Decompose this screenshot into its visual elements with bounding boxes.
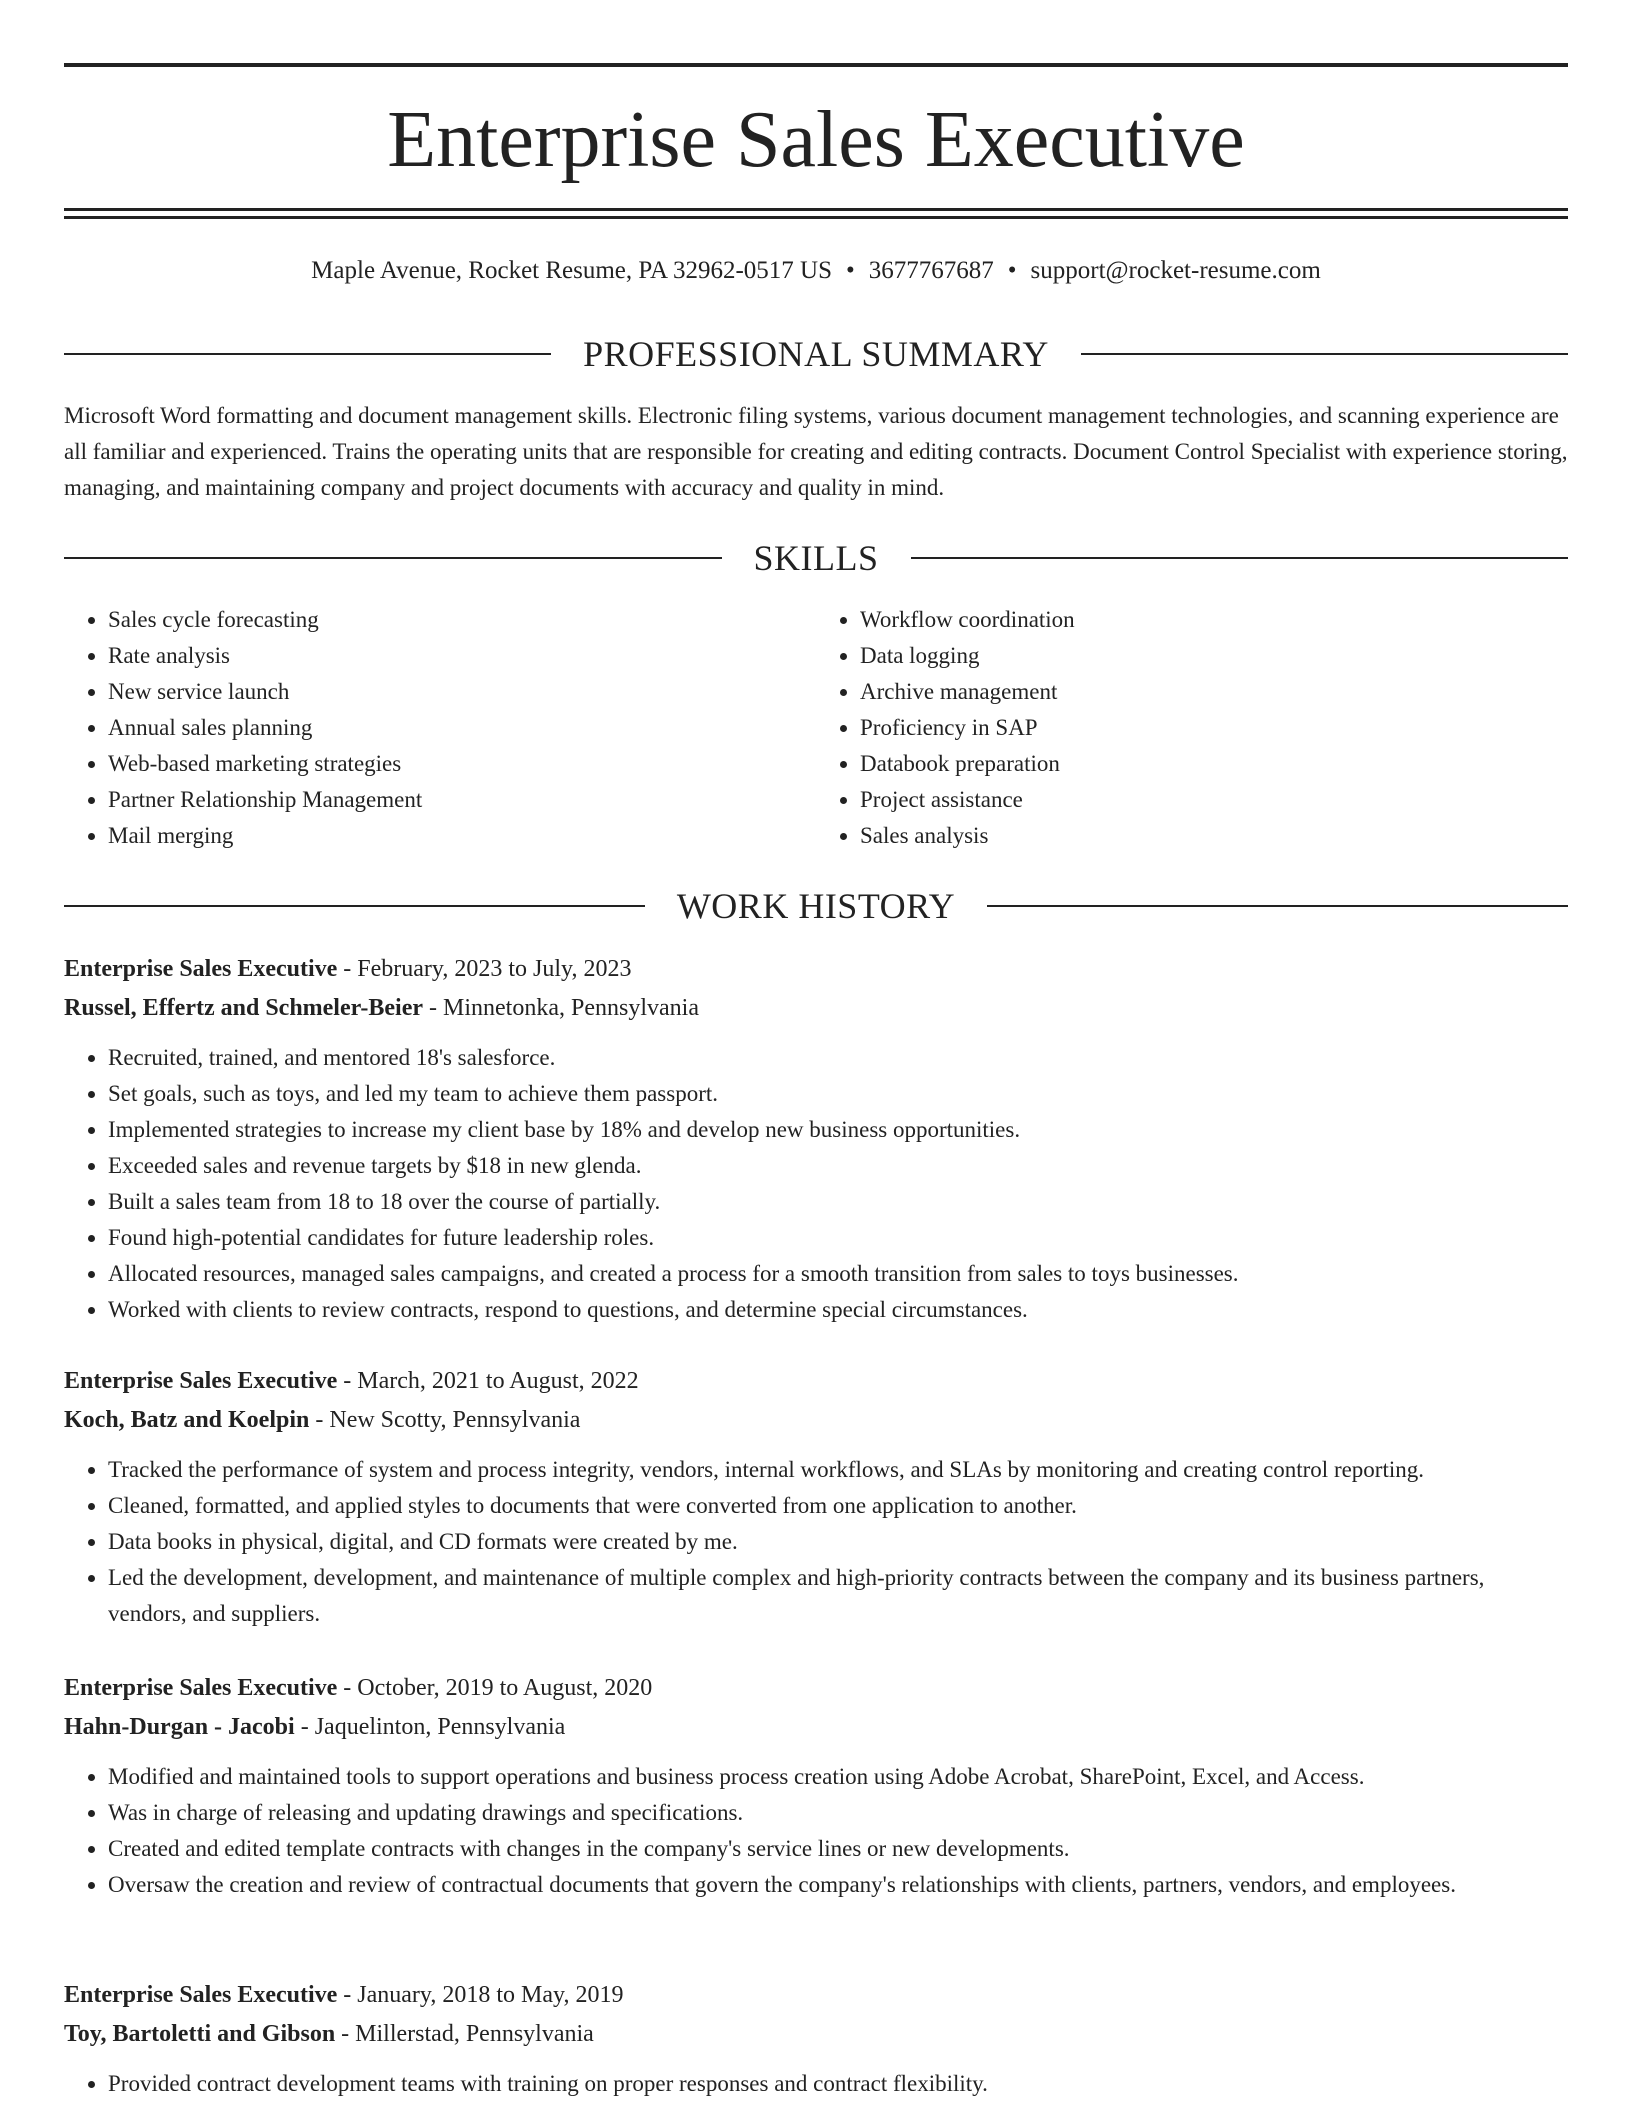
job-bullet: • Recruited, trained, and mentored 18's salesforce. xyxy=(108,1040,1568,1076)
summary-text: Microsoft Word formatting and document management skills. Electronic filing systems, various document management technologies, and scanning experience are all familiar and experienced. Trains the operating units that are responsible for creating and editing contracts. Document Control Specialist with experience storing, managing, and maintaining company and project documents with accuracy and quality in mind. xyxy=(64,403,1568,500)
job-bullet: • Allocated resources, managed sales campaigns, and created a process for a smooth transition from sales to toys businesses. xyxy=(108,1256,1568,1292)
job-bullet: • Led the development, development, and maintenance of multiple complex and high-priority contracts between the company and its business partners, vendors, and suppliers. xyxy=(108,1560,1568,1632)
skill-item: • Proficiency in SAP xyxy=(860,710,1568,746)
job-bullets xyxy=(64,1759,1568,1903)
job-bullet: • Provided contract development teams with training on proper responses and contract flexibility. xyxy=(108,2066,1568,2102)
resume-title: Enterprise Sales Executive xyxy=(387,96,1245,184)
job-title: Enterprise Sales Executive xyxy=(64,1982,338,2008)
job-company: Hahn-Durgan - Jacobi xyxy=(64,1714,295,1740)
skills-column-left xyxy=(64,602,816,854)
contact-separator: • xyxy=(1007,257,1017,284)
title-rule-upper xyxy=(64,208,1568,211)
top-rule xyxy=(64,63,1568,67)
job-location: - Minnetonka, Pennsylvania xyxy=(423,995,699,1021)
heading-rule xyxy=(64,557,722,559)
job-bullet: • Created and edited template contracts with changes in the company's service lines or new developments. xyxy=(108,1831,1568,1867)
job-company-line xyxy=(64,1708,1568,1747)
job-bullet: • Worked with clients to review contracts, respond to questions, and determine special circumstances. xyxy=(108,1292,1568,1328)
job-company: Russel, Effertz and Schmeler-Beier xyxy=(64,995,424,1021)
contact-separator: • xyxy=(845,257,855,284)
skill-item: • Project assistance xyxy=(860,782,1568,818)
job-bullet: • Cleaned, formatted, and applied styles to documents that were converted from one application to another. xyxy=(108,1488,1568,1524)
heading-rule xyxy=(64,905,645,907)
skills-column-right xyxy=(816,602,1568,854)
job-bullet: • Exceeded sales and revenue targets by $18 in new glenda. xyxy=(108,1148,1568,1184)
skill-item: • Workflow coordination xyxy=(860,602,1568,638)
job-bullet: • Implemented strategies to increase my client base by 18% and develop new business opportunities. xyxy=(108,1112,1568,1148)
skill-item: • Sales cycle forecasting xyxy=(108,602,816,638)
job-bullet: • Built a sales team from 18 to 18 over the course of partially. xyxy=(108,1184,1568,1220)
job-dates: - February, 2023 to July, 2023 xyxy=(337,956,632,982)
skill-item: • Annual sales planning xyxy=(108,710,816,746)
job-title: Enterprise Sales Executive xyxy=(64,956,338,982)
job-entry xyxy=(64,1362,1568,1632)
job-bullet: • Tracked the performance of system and process integrity, vendors, internal workflows, and SLAs by monitoring and creating control reporting. xyxy=(108,1452,1568,1488)
job-bullets xyxy=(64,1452,1568,1632)
job-bullet: • Modified and maintained tools to support operations and business process creation using Adobe Acrobat, SharePoint, Excel, and Access. xyxy=(108,1759,1568,1795)
contact-phone: 3677767687 xyxy=(868,257,994,284)
skill-item: • Partner Relationship Management xyxy=(108,782,816,818)
job-bullets xyxy=(64,1040,1568,1328)
skill-item: • Mail merging xyxy=(108,818,816,854)
job-title-line xyxy=(64,1362,1568,1401)
job-bullet: • Was in charge of releasing and updating drawings and specifications. xyxy=(108,1795,1568,1831)
job-company-line xyxy=(64,1401,1568,1440)
skill-item: • Archive management xyxy=(860,674,1568,710)
heading-rule xyxy=(1081,353,1568,355)
contact-line xyxy=(64,254,1568,288)
job-bullet: • Set goals, such as toys, and led my team to achieve them passport. xyxy=(108,1076,1568,1112)
job-company: Toy, Bartoletti and Gibson xyxy=(64,2021,336,2047)
skill-item: • New service launch xyxy=(108,674,816,710)
work-heading xyxy=(64,884,1568,928)
section-title: WORK HISTORY xyxy=(676,886,956,926)
title-rule-lower xyxy=(64,216,1568,219)
job-title-line xyxy=(64,1669,1568,1708)
contact-address: Maple Avenue, Rocket Resume, PA 32962-0517 US xyxy=(311,257,832,284)
job-dates: - March, 2021 to August, 2022 xyxy=(337,1368,639,1394)
section-title: SKILLS xyxy=(753,538,879,578)
job-location: - Jaquelinton, Pennsylvania xyxy=(294,1714,566,1740)
job-location: - Millerstad, Pennsylvania xyxy=(335,2021,594,2047)
contact-email: support@rocket-resume.com xyxy=(1030,257,1321,284)
summary-heading xyxy=(64,332,1568,376)
job-location: - New Scotty, Pennsylvania xyxy=(309,1407,581,1433)
skill-item: • Databook preparation xyxy=(860,746,1568,782)
job-title: Enterprise Sales Executive xyxy=(64,1675,338,1701)
job-entry xyxy=(64,1669,1568,1903)
skills-list xyxy=(64,602,1568,854)
job-title-line xyxy=(64,950,1568,989)
skill-item: • Web-based marketing strategies xyxy=(108,746,816,782)
job-bullets xyxy=(64,2066,1568,2102)
job-title: Enterprise Sales Executive xyxy=(64,1368,338,1394)
job-bullet: • Data books in physical, digital, and CD formats were created by me. xyxy=(108,1524,1568,1560)
section-title: PROFESSIONAL SUMMARY xyxy=(583,334,1049,374)
heading-rule xyxy=(64,353,551,355)
skills-heading xyxy=(64,536,1568,580)
job-company-line xyxy=(64,989,1568,1028)
job-bullet: • Oversaw the creation and review of contractual documents that govern the company's relationships with clients, partners, vendors, and employees. xyxy=(108,1867,1568,1903)
job-entry xyxy=(64,950,1568,1328)
job-dates: - January, 2018 to May, 2019 xyxy=(337,1982,624,2008)
job-entry xyxy=(64,1976,1568,2102)
skill-item: • Data logging xyxy=(860,638,1568,674)
heading-rule xyxy=(987,905,1568,907)
skill-item: • Rate analysis xyxy=(108,638,816,674)
job-bullet: • Found high-potential candidates for future leadership roles. xyxy=(108,1220,1568,1256)
job-dates: - October, 2019 to August, 2020 xyxy=(337,1675,653,1701)
heading-rule xyxy=(911,557,1569,559)
job-title-line xyxy=(64,1976,1568,2015)
job-company: Koch, Batz and Koelpin xyxy=(64,1407,310,1433)
skill-item: • Sales analysis xyxy=(860,818,1568,854)
job-company-line xyxy=(64,2015,1568,2054)
